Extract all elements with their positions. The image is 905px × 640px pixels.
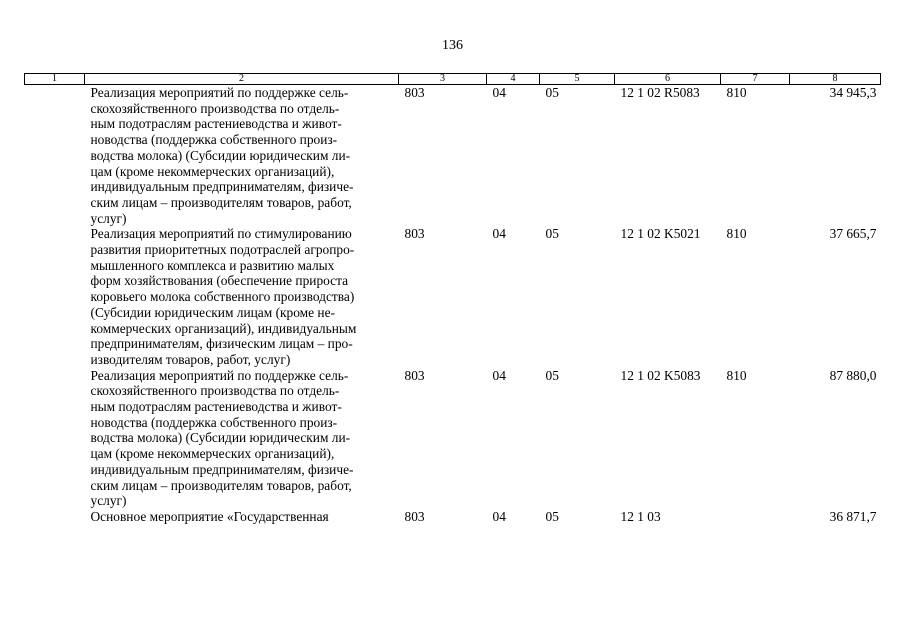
header-col-4: 4	[487, 74, 540, 85]
row-name-line: коммерческих организаций), индивидуальным	[90, 320, 357, 336]
row-name-line: предпринимателям, физическим лицам – про-	[90, 336, 353, 352]
section-code: 04	[492, 367, 506, 383]
row-name-line: изводителям товаров, работ, услуг)	[90, 351, 291, 367]
header-col-2: 2	[85, 74, 399, 85]
row-name-line: индивидуальным предпринимателям, физиче-	[90, 461, 354, 477]
expense-type-code: 810	[726, 85, 747, 100]
row-name-cell	[85, 368, 399, 509]
table-row	[25, 509, 881, 525]
row-name-cell	[85, 226, 399, 367]
section-code: 04	[492, 226, 506, 242]
row-name-line: услуг)	[90, 210, 127, 226]
ministry-code: 803	[404, 367, 425, 383]
row-name-line: цам (кроме некоммерческих организаций),	[90, 163, 335, 179]
row-name-line: развития приоритетных подотраслей агропро-	[90, 242, 355, 258]
ministry-code: 803	[404, 85, 425, 100]
row-name-line: Реализация мероприятий по поддержке сель-	[90, 85, 349, 100]
subsection-code: 05	[545, 367, 559, 383]
row-name-line: индивидуальным предпринимателям, физиче-	[90, 179, 354, 195]
row-name-cell	[85, 509, 399, 525]
row-name-line: ским лицам – производителям товаров, работ,	[90, 194, 352, 210]
budget-table	[24, 73, 881, 525]
row-index-cell	[25, 226, 85, 367]
expense-type-code	[721, 509, 790, 525]
section-code: 04	[492, 85, 506, 100]
header-col-8: 8	[790, 74, 881, 85]
header-col-1: 1	[25, 74, 85, 85]
row-name-line: новодства (поддержка собственного произ-	[90, 132, 338, 148]
row-name-line: коровьего молока собственного производства)	[90, 289, 355, 305]
row-index-cell	[25, 85, 85, 227]
row-index-cell	[25, 509, 85, 525]
subsection-code: 05	[545, 85, 559, 100]
row-name-line: скохозяйственного производства по отдель-	[90, 100, 340, 116]
subsection-code: 05	[545, 226, 559, 242]
row-name-line: новодства (поддержка собственного произ-	[90, 414, 338, 430]
row-name-line: (Субсидии юридическим лицам (кроме не-	[90, 304, 335, 320]
ministry-code: 803	[404, 226, 425, 242]
expense-type-code: 810	[726, 226, 747, 242]
row-name-line: цам (кроме некоммерческих организаций),	[90, 446, 335, 462]
header-col-7: 7	[721, 74, 790, 85]
row-name-cell	[85, 85, 399, 227]
row-name-line: водства молока) (Субсидии юридическим ли-	[90, 430, 351, 446]
row-name-line: водства молока) (Субсидии юридическим ли-	[90, 147, 351, 163]
row-name-line: форм хозяйствования (обеспечение прироста	[90, 273, 349, 289]
row-name-line: Реализация мероприятий по поддержке сель-	[90, 367, 349, 383]
amount-value: 36 871,7	[829, 508, 877, 524]
header-row	[25, 74, 881, 85]
section-code: 04	[492, 508, 506, 524]
row-name-line: Основное мероприятие «Государственная	[90, 508, 329, 524]
row-name-line: услуг)	[90, 493, 127, 509]
table-row	[25, 368, 881, 509]
row-name-line: скохозяйственного производства по отдель-	[90, 383, 340, 399]
row-name-line: мышленного комплекса и развитию малых	[90, 257, 335, 273]
target-article-code: 12 1 02 K5021	[620, 226, 701, 242]
target-article-code: 12 1 02 R5083	[620, 85, 700, 100]
amount-value: 37 665,7	[829, 226, 877, 242]
row-name-line: ским лицам – производителям товаров, работ,	[90, 477, 352, 493]
subsection-code: 05	[545, 508, 559, 524]
header-col-3: 3	[399, 74, 487, 85]
expense-type-code: 810	[726, 367, 747, 383]
row-name-line: ным подотраслям растениеводства и живот-	[90, 399, 342, 415]
row-index-cell	[25, 368, 85, 509]
amount-value: 87 880,0	[829, 367, 877, 383]
table-row	[25, 85, 881, 227]
ministry-code: 803	[404, 508, 425, 524]
page-number: 136	[442, 38, 463, 53]
row-name-line: ным подотраслям растениеводства и живот-	[90, 116, 342, 132]
amount-value: 34 945,3	[829, 85, 877, 100]
header-col-6: 6	[615, 74, 721, 85]
target-article-code: 12 1 02 K5083	[620, 367, 701, 383]
row-name-line: Реализация мероприятий по стимулированию	[90, 226, 352, 242]
header-col-5: 5	[540, 74, 615, 85]
target-article-code: 12 1 03	[620, 508, 661, 524]
table-row	[25, 226, 881, 367]
